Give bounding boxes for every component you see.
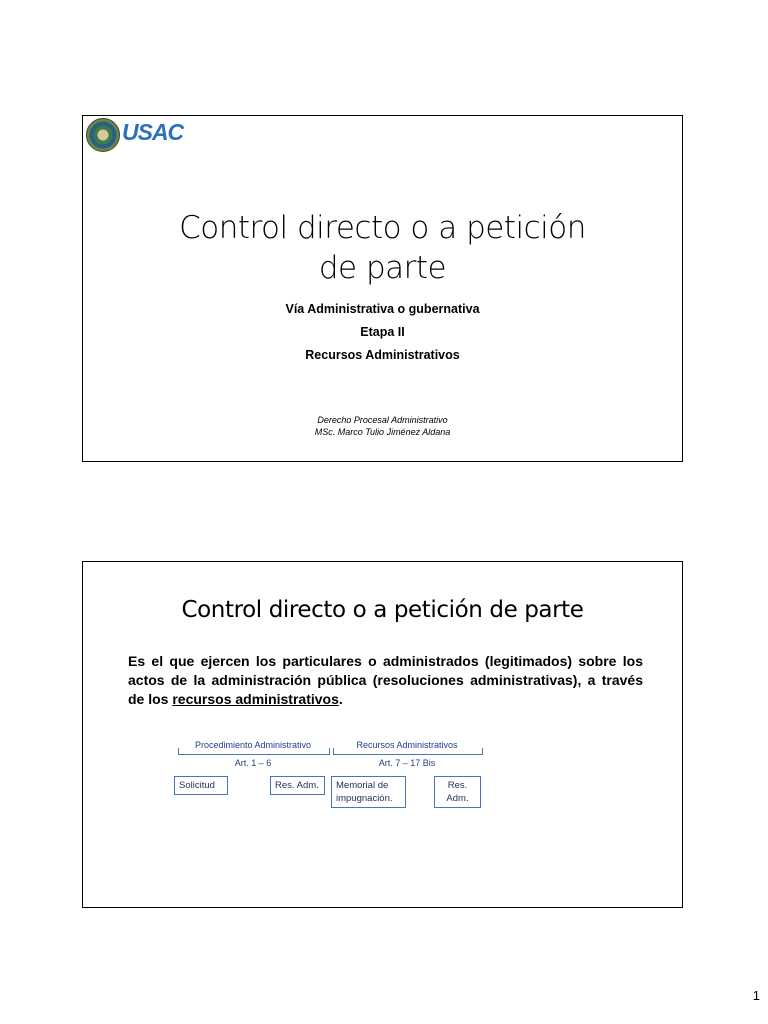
university-seal-icon [86,118,120,152]
range-right: Art. 7 – 17 Bis [378,758,436,768]
body-underlined-term: recursos administrativos [172,691,339,707]
subtitle-2: Etapa II [360,325,405,339]
title-line-1: Control directo o a petición [179,210,586,246]
body-text: Es el que ejercen los particulares o administrados (legitimados) sobre los actos de la administración pública (resoluciones administrativas), a través de los [128,653,643,707]
subtitle-1: Vía Administrativa o gubernativa [285,302,480,316]
range-left: Art. 1 – 6 [234,758,272,768]
slide-2-title: Control directo o a petición de parte [181,597,584,623]
page-number: 1 [752,988,760,1003]
title-line-2: de parte [318,250,447,286]
box-res-adm-2: Res. Adm. [434,776,481,808]
course-name: Derecho Procesal Administrativo [317,415,448,425]
body-end: . [338,691,343,707]
header-procedimiento: Procedimiento Administrativo [194,740,312,750]
bracket-right [333,748,483,755]
author-name: MSc. Marco Tulio Jiménez Aldana [314,427,451,437]
box-memorial: Memorial de impugnación. [331,776,406,808]
logo-wordmark: USAC [122,119,184,145]
header-recursos: Recursos Administrativos [356,740,458,750]
slide-2 [82,561,683,908]
usac-logo [86,118,186,154]
subtitle-3: Recursos Administrativos [305,348,460,362]
process-diagram [83,562,684,909]
bracket-left [178,748,330,755]
slide-1-title [83,208,682,288]
box-res-adm-1: Res. Adm. [270,776,325,795]
slide-1 [82,115,683,462]
box-solicitud: Solicitud [174,776,228,795]
